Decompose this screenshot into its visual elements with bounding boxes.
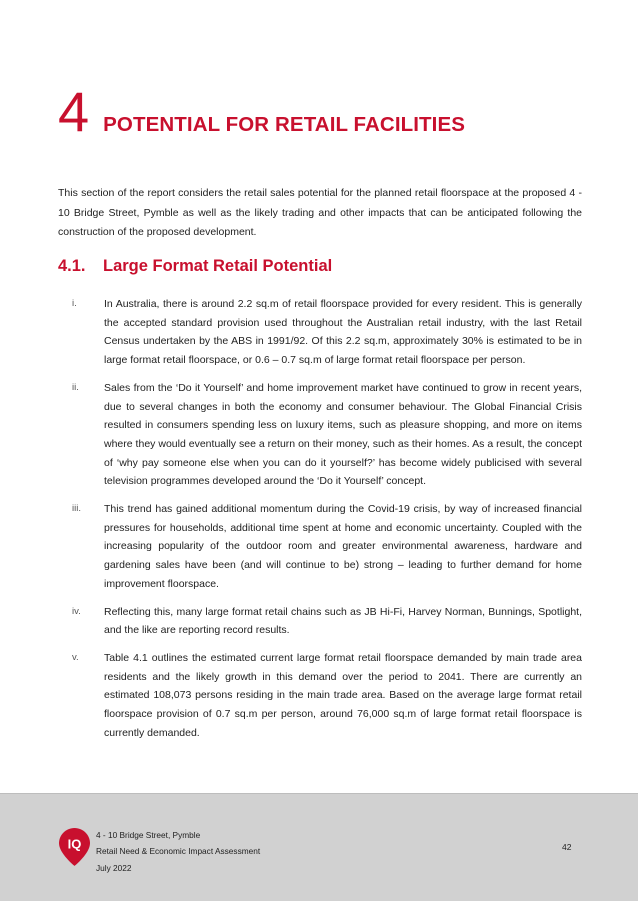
list-item-number: iv.: [72, 605, 81, 617]
page-footer: [0, 793, 638, 901]
footer-date: July 2022: [96, 862, 132, 873]
section-heading: [58, 257, 332, 276]
chapter-title: POTENTIAL FOR RETAIL FACILITIES: [103, 113, 466, 136]
list-item-number: iii.: [72, 503, 81, 515]
logo-text: IQ: [67, 836, 82, 852]
chapter-heading: [58, 80, 466, 143]
list-item-number: i.: [72, 298, 77, 309]
numbered-list: [58, 295, 582, 751]
list-item: [58, 603, 582, 640]
list-item-text: Reflecting this, many large format retail chains such as JB Hi-Fi, Harvey Norman, Bunnings, Spotlight, and the like are reporting record results.: [104, 605, 582, 637]
list-item: [58, 649, 582, 743]
list-item-text: This trend has gained additional momentum during the Covid-19 crisis, by way of increased financial pressures for households, additional time spent at home and economic uncertainty. Coupled with the increasing popularity of the outdoor room and greater environmental awareness, hardware and gardening sales have been (and will continue to be) strong – leading to further demand for home improvement floorspace.: [104, 503, 582, 590]
list-item-text: Table 4.1 outlines the estimated current large format retail floorspace demanded by main trade area residents and the likely growth in this demand over the period to 2041. There are currently an estimated 108,073 persons residing in the main trade area. Based on the average large format retail floorspace provision of 0.7 sq.m per person, around 76,000 sq.m of large format retail floorspace is currently demanded.: [104, 651, 582, 739]
footer-report-title: Retail Need & Economic Impact Assessment: [96, 846, 261, 857]
list-item-number: v.: [72, 651, 79, 663]
iq-logo-icon: [59, 828, 90, 866]
list-item-number: ii.: [72, 381, 79, 393]
list-item: [58, 500, 582, 594]
list-item-text: Sales from the ‘Do it Yourself’ and home improvement market have continued to grow in recent years, due to several changes in both the economy and consumer behaviour. The Global Financial Crisis resulted in consumers spending less on luxury items, such as pleasure shopping, and more on items where they would eventually see a return on their money, such as their homes. As a result, the concept of ‘why pay someone else when you can do it yourself?’ has become widely publicised with several television programmes developed around the ‘Do it Yourself’ concept.: [104, 381, 582, 488]
footer-info: [96, 827, 260, 876]
section-number: 4.1.: [58, 257, 86, 275]
chapter-number: 4: [58, 80, 90, 143]
list-item: [58, 379, 582, 491]
intro-paragraph: This section of the report considers the retail sales potential for the planned retail floorspace at the proposed 4 - 10 Bridge Street, Pymble as well as the likely trading and other impacts that can be anticipated following the construction of the proposed development.: [58, 187, 582, 239]
section-title: Large Format Retail Potential: [103, 257, 333, 275]
list-item-text: In Australia, there is around 2.2 sq.m of retail floorspace provided for every resident. This is generally the accepted standard provision used throughout the Australian retail industry, with the last Retail Census undertaken by the ABS in 1991/92. Of this 2.2 sq.m, approximately 30% is estimated to be in large format retail floorspace, or 0.6 – 0.7 sq.m of large format retail floorspace per person.: [104, 298, 582, 367]
page-number: 42: [562, 842, 572, 852]
footer-address: 4 - 10 Bridge Street, Pymble: [96, 830, 201, 840]
list-item: [58, 295, 582, 370]
